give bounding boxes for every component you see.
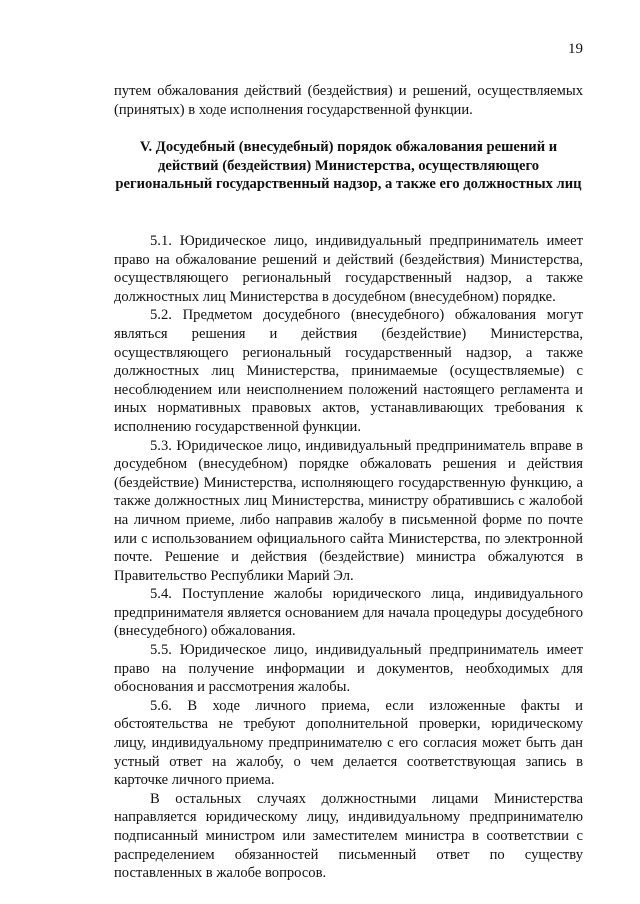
paragraph-5-6: 5.6. В ходе личного приема, если изложенные факты и обстоятельства не требуют дополнительной проверки, юридическому лицу, индивидуальному предпринимателю с его согласия может быть дан устный ответ на жалобу, о чем делается соответствующая запись в карточке личного приема. [114, 697, 583, 789]
paragraph-5-5: 5.5. Юридическое лицо, индивидуальный предприниматель имеет право на получение информации и документов, необходимых для обоснования и рассмотрения жалобы. [114, 642, 583, 696]
paragraph-5-4: 5.4. Поступление жалобы юридического лица, индивидуального предпринимателя является основанием для начала процедуры досудебного (внесудебного) обжалования. [114, 586, 583, 640]
paragraph-5-3: 5.3. Юридическое лицо, индивидуальный предприниматель вправе в досудебном (внесудебном) порядке обжаловать решения и действия (бездействие) Министерства, исполняющего государственную функцию, а также должностных лиц Министерства, министру обратившись с жалобой на личном приеме, либо направив жалобу в письменной форме по почте или с использованием официального сайта Министерства, по электронной почте. Решение и действия (бездействие) министра обжалуются в Правительство Республики Марий Эл. [114, 437, 583, 584]
paragraph-5-2: 5.2. Предметом досудебного (внесудебного) обжалования могут являться решения и действия (бездействие) Министерства, осуществляющего региональный государственный надзор, а также должностных лиц Министерства, принимаемые (осуществляемые) с несоблюдением или неисполнением положений настоящего регламента и иных нормативных правовых актов, устанавливающих требования к исполнению государственной функции. [114, 307, 583, 435]
page-number: 19 [568, 41, 583, 57]
intro-paragraph: путем обжалования действий (бездействия) и решений, осуществляемых (принятых) в ходе исполнения государственной функции. [114, 83, 583, 118]
paragraph-other-cases: В остальных случаях должностными лицами Министерства направляется юридическому лицу, индивидуальному предпринимателю подписанный министром или заместителем министра в соответствии с распределением обязанностей письменный ответ по существу поставленных в жалобе вопросов. [114, 790, 583, 882]
paragraph-5-1: 5.1. Юридическое лицо, индивидуальный предприниматель имеет право на обжалование решений и действий (бездействия) Министерства, осуществляющего региональный государственный надзор, а также должностных лиц Министерства в досудебном (внесудебном) порядке. [114, 233, 583, 305]
section-heading: V. Досудебный (внесудебный) порядок обжалования решений и действий (бездействия) Министерства, осуществляющего региональный государственный надзор, а также его должностных лиц [115, 139, 582, 193]
section-body [114, 232, 583, 883]
